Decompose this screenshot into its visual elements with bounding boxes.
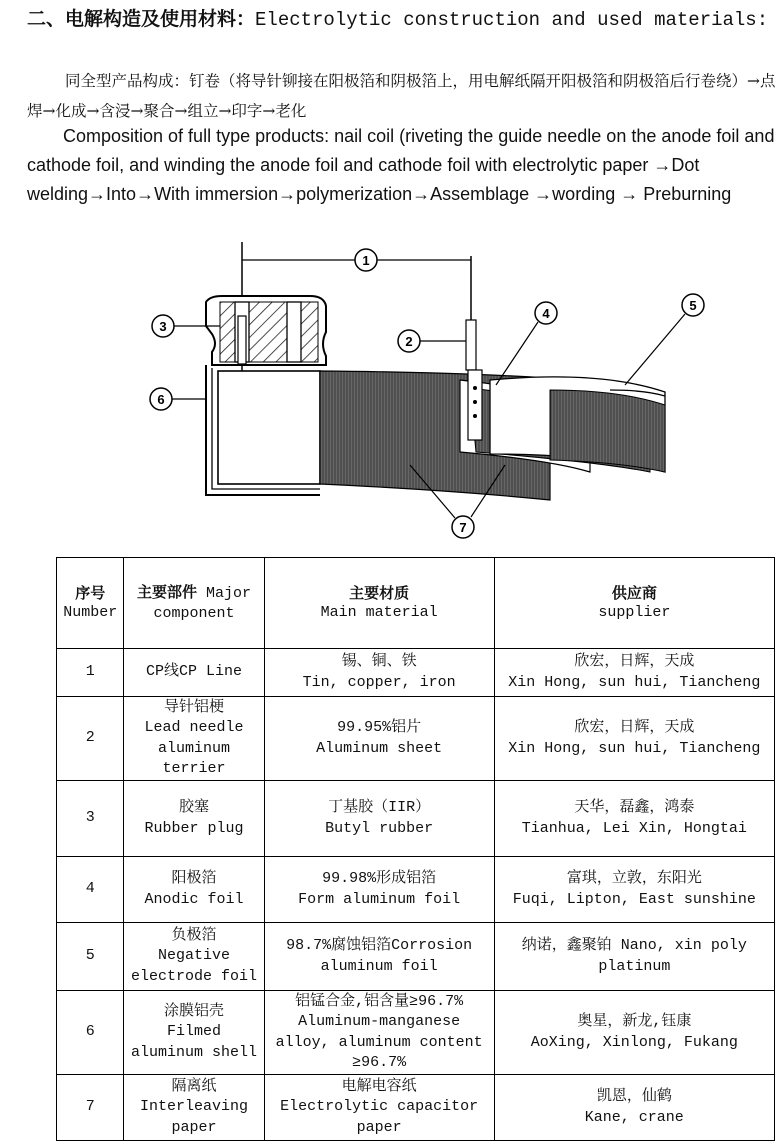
material-line: 98.7%腐蚀铝箔Corrosion <box>286 937 473 954</box>
material-line: 99.95%铝片 <box>337 719 422 736</box>
table-row <box>57 1075 775 1141</box>
svg-text:2: 2 <box>405 334 413 349</box>
row-supplier <box>494 991 774 1075</box>
table-row <box>57 697 775 781</box>
svg-text:5: 5 <box>689 298 697 313</box>
section-heading-en: Electrolytic construction and used materials: <box>255 9 769 31</box>
material-line: 电解电容纸 <box>341 1077 417 1095</box>
svg-text:7: 7 <box>459 520 467 535</box>
row-supplier <box>494 781 774 857</box>
component-line: 涂膜铝壳 <box>164 1002 225 1020</box>
row-supplier <box>494 923 774 991</box>
table-header-row <box>57 558 775 649</box>
row-number: 3 <box>57 781 124 857</box>
svg-text:3: 3 <box>159 319 167 334</box>
component-line: 隔离纸 <box>171 1077 217 1095</box>
supplier-line: platinum <box>598 957 671 975</box>
component-line: 负极箔 <box>171 926 217 944</box>
row-component <box>124 649 264 697</box>
table-row <box>57 649 775 697</box>
table-row <box>57 991 775 1075</box>
section-heading-zh: 二、电解构造及使用材料： <box>27 8 256 30</box>
row-number: 5 <box>57 923 124 991</box>
supplier-line: 欣宏，日辉，天成 <box>574 719 695 736</box>
row-component <box>124 857 264 923</box>
callout-5 <box>625 294 704 385</box>
component-line: aluminum <box>158 739 231 757</box>
material-line: paper <box>356 1118 402 1136</box>
supplier-line: Xin Hong, sun hui, Tiancheng <box>508 739 761 757</box>
row-number: 6 <box>57 991 124 1075</box>
component-line: 导针铝梗 <box>164 698 225 716</box>
material-line: Butyl rubber <box>325 819 434 837</box>
component-line: terrier <box>162 760 226 777</box>
material-line: Form aluminum foil <box>298 890 461 908</box>
callout-1 <box>355 249 377 271</box>
row-component <box>124 1075 264 1141</box>
row-material <box>264 857 494 923</box>
header-supplier: 供应商 supplier <box>494 558 774 649</box>
svg-text:4: 4 <box>542 306 550 321</box>
section-heading <box>27 6 777 33</box>
component-line: Anodic foil <box>144 890 244 908</box>
supplier-line: 凯恩，仙鹤 <box>596 1088 672 1105</box>
component-line: CP线CP Line <box>146 663 243 681</box>
row-supplier <box>494 649 774 697</box>
material-line: 锡、铜、铁 <box>341 653 417 670</box>
material-line: 99.98%形成铝箔 <box>322 870 437 887</box>
table-row <box>57 857 775 923</box>
supplier-line: Tianhua, Lei Xin, Hongtai <box>521 819 747 837</box>
row-material <box>264 1075 494 1141</box>
supplier-line: 纳诺，鑫聚铂 Nano, xin poly <box>521 937 747 954</box>
material-line: 丁基胶（IIR） <box>328 799 431 816</box>
table-row <box>57 923 775 991</box>
materials-table <box>56 557 775 1141</box>
row-number: 1 <box>57 649 124 697</box>
row-material <box>264 697 494 781</box>
component-line: Rubber plug <box>144 819 244 837</box>
row-supplier <box>494 1075 774 1141</box>
supplier-line: Xin Hong, sun hui, Tiancheng <box>508 673 761 691</box>
row-number: 4 <box>57 857 124 923</box>
row-supplier <box>494 697 774 781</box>
intro-paragraph-en: Composition of full type products: nail coil (riveting the guide needle on the anode foil and cathode foil, and winding the anode foil and cathode foil with electrolytic paper →Dot welding→Into→With immersion→polymerization→Assemblage →wording → Preburning <box>27 126 775 204</box>
row-component <box>124 781 264 857</box>
svg-text:1: 1 <box>362 253 370 268</box>
material-line: Aluminum-manganese <box>298 1013 461 1030</box>
material-line: Tin, copper, iron <box>302 673 456 691</box>
row-material <box>264 923 494 991</box>
supplier-line: 富琪，立敦，东阳光 <box>566 870 702 887</box>
header-number: 序号 Number <box>57 558 124 649</box>
table-row <box>57 781 775 857</box>
callout-4 <box>496 302 557 385</box>
row-component <box>124 697 264 781</box>
component-line: paper <box>171 1118 217 1136</box>
material-line: 铝锰合金,铝含量≥96.7% <box>295 992 464 1010</box>
component-line: 胶塞 <box>179 799 210 816</box>
component-line: aluminum shell <box>130 1043 258 1061</box>
component-line: Interleaving <box>139 1098 249 1116</box>
material-line: ≥96.7% <box>352 1054 407 1071</box>
material-line: alloy, aluminum content <box>275 1033 483 1051</box>
callout-2 <box>398 330 466 352</box>
row-material <box>264 991 494 1075</box>
supplier-line: 天华，磊鑫，鸿泰 <box>574 799 695 816</box>
material-line: Electrolytic capacitor <box>280 1098 479 1116</box>
row-component <box>124 991 264 1075</box>
svg-text:6: 6 <box>157 392 165 407</box>
row-component <box>124 923 264 991</box>
header-material: 主要材质 Main material <box>264 558 494 649</box>
callout-6 <box>150 388 206 410</box>
capacitor-structure-diagram <box>130 240 730 550</box>
row-supplier <box>494 857 774 923</box>
component-line: electrode foil <box>130 967 258 985</box>
supplier-line: Kane, crane <box>584 1108 684 1126</box>
component-line: Negative <box>158 947 231 965</box>
material-line: Aluminum sheet <box>316 739 443 757</box>
row-material <box>264 781 494 857</box>
row-material <box>264 649 494 697</box>
header-component: 主要部件 Major component <box>124 558 264 649</box>
row-number: 2 <box>57 697 124 781</box>
supplier-line: AoXing, Xinlong, Fukang <box>530 1033 738 1051</box>
row-number: 7 <box>57 1075 124 1141</box>
component-line: 阳极箔 <box>171 870 217 887</box>
intro-paragraph-zh: 同全型产品构成：钉卷（将导针铆接在阳极箔和阴极箔上，用电解纸隔开阳极箔和阴极箔后行卷绕）→点焊→化成→含浸→聚合→组立→印字→老化 <box>27 72 776 120</box>
supplier-line: 欣宏，日辉，天成 <box>574 653 695 670</box>
material-line: aluminum foil <box>320 957 438 975</box>
component-line: Lead needle <box>144 719 244 736</box>
supplier-line: Fuqi, Lipton, East sunshine <box>512 890 756 908</box>
supplier-line: 奥星，新龙,钰康 <box>577 1013 692 1030</box>
component-line: Filmed <box>167 1023 222 1041</box>
